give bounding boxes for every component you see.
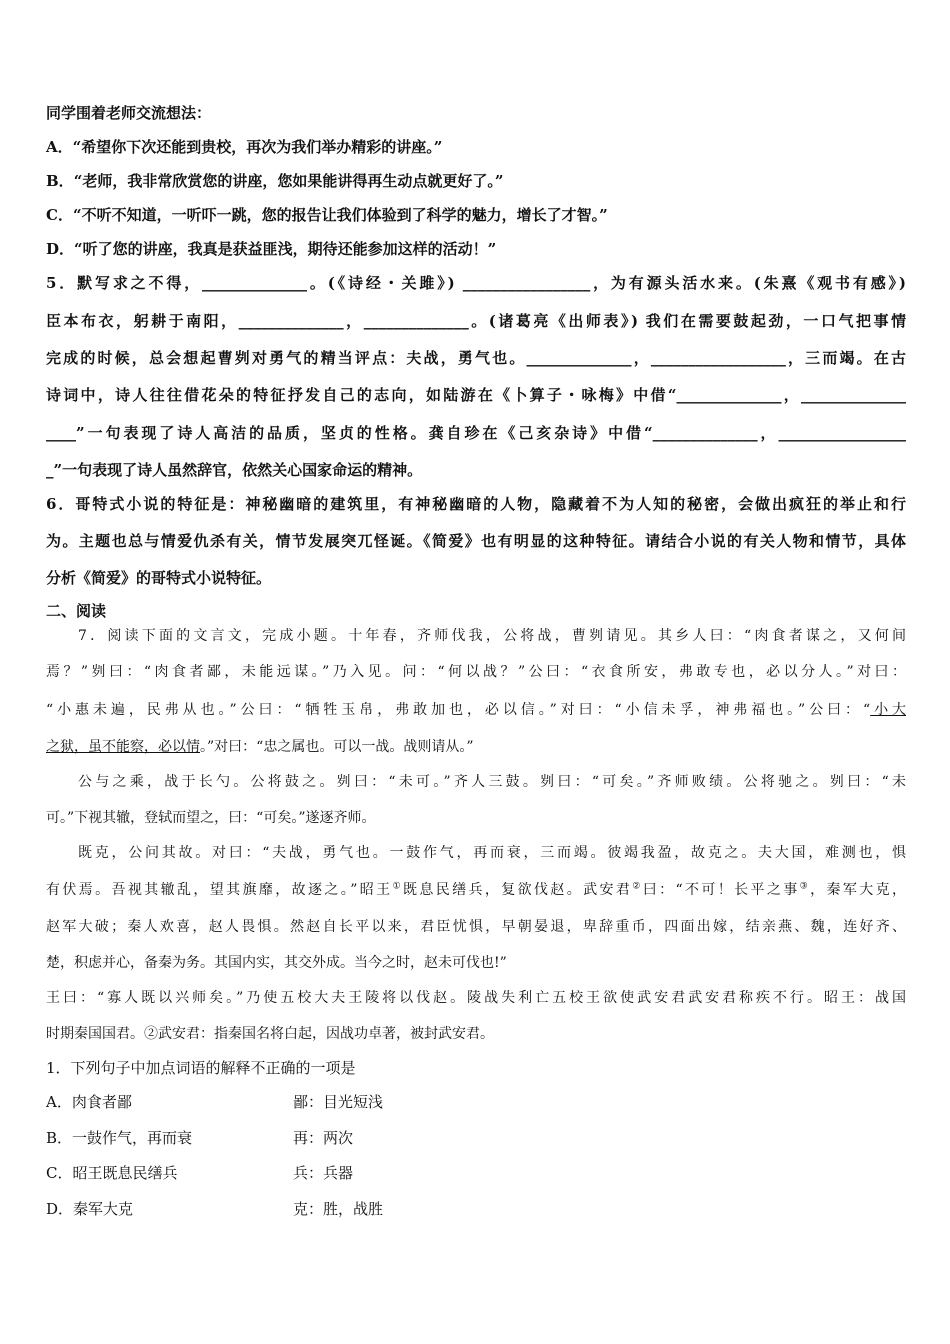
passage-p1-line-1: 7．阅读下面的文言文，完成小题。十年春，齐师伐我，公将战，曹刿请见。其乡人曰：“肉食者谋之，又何间	[78, 628, 906, 644]
passage-p2-line-1: 公与之乘，战于长勺。公将鼓之。刿曰：“未可。”齐人三鼓。刿曰：“可矣。”齐师败绩。公将驰之。刿曰：“未	[78, 774, 906, 790]
subq1-option-c[interactable]: C．昭王既息民缮兵	[46, 1164, 178, 1182]
passage-p3-line-2	[46, 880, 906, 900]
option-letter: C．	[46, 206, 73, 224]
footnote-mark: ③	[799, 881, 811, 892]
q5-line-6: _”一句表现了诗人虽然辞官，依然关心国家命运的精神。	[46, 461, 423, 479]
footnote-mark: ②	[632, 881, 643, 892]
text-span: “小惠未遍，民弗从也。”公曰：“牺牲玉帛，弗敢加也，必以信。”对曰：“小信未孚，神弗福也。”公曰：“	[46, 702, 871, 718]
passage-p1-line-3	[46, 700, 906, 720]
passage-p1-line-2: 焉？”刿曰：“肉食者鄙，未能远谋。”乃入见。问：“何以战？”公曰：“衣食所安，弗敢专也，必以分人。”对曰：	[46, 664, 906, 680]
passage-p4-line-2: 时期秦国国君。②武安君：指秦国名将白起，因战功卓著，被封武安君。	[46, 1026, 494, 1042]
q5-line-1: 5．默写求之不得，______________。(《诗经・关雎》) _________________，为有源头活水来。(朱熹《观书有感》)	[46, 274, 906, 292]
passage-p1-line-4	[46, 737, 906, 757]
underlined-text: 之狱，虽不能察，必以情	[46, 739, 200, 755]
text-span: ，秦军大克，	[810, 882, 907, 898]
q4-option-b[interactable]	[46, 171, 906, 191]
underlined-text: 小大	[870, 702, 907, 718]
text-span: 既息民缮兵，复欲伐赵。武安君	[402, 882, 633, 898]
option-text: “不听不知道，一听吓一跳，您的报告让我们体验到了科学的魅力，增长了才智。”	[72, 206, 608, 224]
q5-line-2: 臣本布衣，躬耕于南阳，______________，______________。(诸葛亮《出师表》) 我们在需要鼓起劲，一口气把事情	[46, 312, 906, 330]
subq1-option-a-explanation: 鄙：目光短浅	[293, 1093, 384, 1111]
passage-p3-line-3: 赵军大破；秦人欢喜，赵人畏惧。然赵自长平以来，君臣忧惧，早朝晏退，卑辞重币，四面出嫁，结亲燕、魏，连好齐、	[46, 919, 906, 935]
subq1-option-b[interactable]: B．一鼓作气，再而衰	[46, 1129, 193, 1147]
passage-p2-line-2: 可。”下视其辙，登轼而望之，曰：“可矣。”遂逐齐师。	[46, 810, 376, 826]
footnote-mark: ①	[392, 881, 403, 892]
q4-option-d[interactable]	[46, 239, 906, 259]
section-title: 二、阅读	[46, 602, 107, 620]
q6-line-3: 分析《简爱》的哥特式小说特征。	[46, 569, 272, 587]
subq1-option-a[interactable]: A．肉食者鄙	[46, 1093, 132, 1111]
passage-p4-line-1: 王曰：“寡人既以兴师矣。”乃使五校大夫王陵将以伐赵。陵战失利亡五校王欲使武安君武安君称疾不行。昭王：战国	[46, 990, 906, 1006]
option-text: “希望你下次还能到贵校，再次为我们举办精彩的讲座。”	[72, 138, 443, 156]
subq1-option-d[interactable]: D．秦军大克	[46, 1200, 134, 1218]
text-span: 曰：“不可！长平之事	[642, 882, 800, 898]
q5-line-3: 完成的时候，总会想起曹刿对勇气的精当评点：夫战，勇气也。______________，__________________，三而竭。在古	[46, 349, 906, 367]
subq1-option-c-explanation: 兵：兵器	[293, 1164, 354, 1182]
subq1-option-d-explanation: 克：胜，战胜	[293, 1200, 384, 1218]
option-text: “老师，我非常欣赏您的讲座，您如果能讲得再生动点就更好了。”	[73, 172, 504, 190]
q4-option-a[interactable]	[46, 137, 906, 157]
q6-line-1: 6．哥特式小说的特征是：神秘幽暗的建筑里，有神秘幽暗的人物，隐藏着不为人知的秘密，会做出疯狂的举止和行	[46, 495, 906, 513]
q5-line-5: ____”一句表现了诗人高洁的品质，坚贞的性格。龚自珍在《己亥杂诗》中借“______________，_________________	[46, 424, 906, 442]
q5-line-4: 诗词中，诗人往往借花朵的特征抒发自己的志向，如陆游在《卜算子・咏梅》中借“______________，______________	[46, 386, 906, 404]
option-text: “听了您的讲座，我真是获益匪浅，期待还能参加这样的活动！”	[74, 240, 497, 258]
subq1-stem: 1．下列句子中加点词语的解释不正确的一项是	[46, 1059, 356, 1077]
passage-p3-line-1: 既克，公问其故。对曰：“夫战，勇气也。一鼓作气，再而衰，三而竭。彼竭我盈，故克之。夫大国，难测也，惧	[78, 845, 906, 861]
passage-p3-line-4: 楚，积虑并心，备秦为务。其国内实，其交外成。当今之时，赵未可伐也!”	[46, 955, 507, 971]
option-letter: D．	[46, 240, 75, 258]
option-letter: A．	[46, 138, 73, 156]
text-span: 有伏焉。吾视其辙乱，望其旗靡，故逐之。”昭王	[46, 882, 393, 898]
text-span: 。”对曰：“忠之属也。可以一战。战则请从。”	[200, 739, 474, 755]
intro-text: 同学围着老师交流想法：	[46, 104, 212, 122]
q4-option-c[interactable]	[46, 205, 906, 225]
q6-line-2: 为。主题也总与情爱仇杀有关，情节发展突兀怪诞。《简爱》也有明显的这种特征。请结合小说的有关人物和情节，具体	[46, 532, 906, 550]
subq1-option-b-explanation: 再：两次	[293, 1129, 354, 1147]
option-letter: B．	[46, 172, 74, 190]
